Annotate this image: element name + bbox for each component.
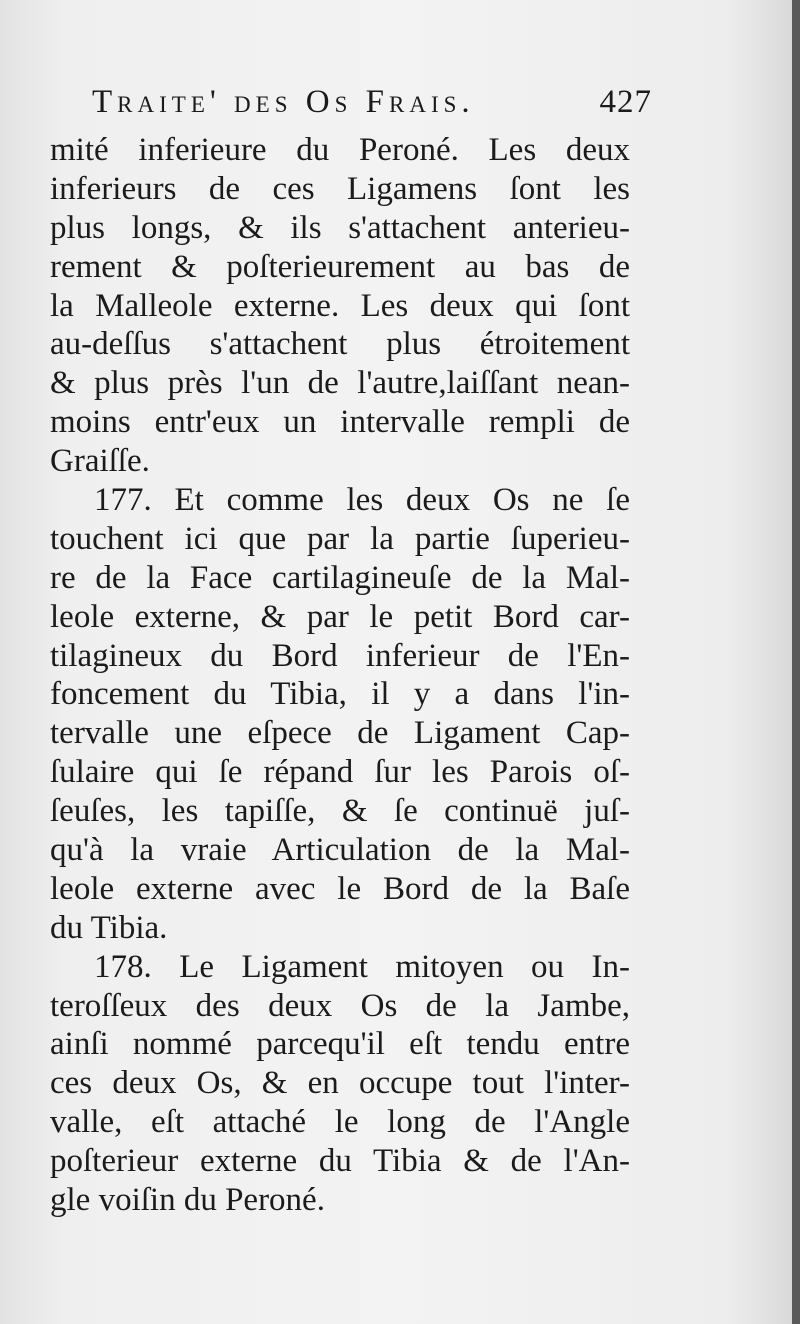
text-line: 177. Et comme les deux Os ne ſe [94, 482, 630, 519]
text-line: valle, eſt attaché le long de l'Angle [50, 1104, 630, 1141]
text-line: ſulaire qui ſe répand ſur les Parois oſ- [50, 754, 630, 791]
text-line: leole externe, & par le petit Bord car- [50, 598, 630, 635]
text-line: leole externe avec le Bord de la Baſe [50, 870, 630, 907]
text-line: ces deux Os, & en occupe tout l'inter- [50, 1065, 630, 1102]
text-line: 178. Le Ligament mitoyen ou In- [94, 948, 630, 985]
text-line: plus longs, & ils s'attachent anterieu- [50, 209, 630, 246]
page-edge-shadow [792, 0, 800, 1324]
text-line: Graiſſe. [50, 443, 150, 480]
text-line: du Tibia. [50, 909, 168, 946]
text-line: inferieurs de ces Ligamens ſont les [50, 170, 630, 207]
text-line: ſeuſes, les tapiſſe, & ſe continuë juſ- [50, 793, 630, 830]
text-line: foncement du Tibia, il y a dans l'in- [50, 676, 630, 713]
text-line: moins entr'eux un intervalle rempli de [50, 404, 630, 441]
page-number: 427 [599, 84, 652, 120]
text-line: teroſſeux des deux Os de la Jambe, [50, 987, 630, 1024]
text-line: gle voiſin du Peroné. [50, 1182, 325, 1219]
page-header [92, 82, 652, 132]
text-line: rement & poſterieurement au bas de [50, 248, 630, 285]
text-line: touchent ici que par la partie ſuperieu- [50, 520, 630, 557]
running-title: Traite' des Os Frais. [92, 84, 475, 120]
text-line: ainſi nommé parcequ'il eſt tendu entre [50, 1026, 630, 1063]
text-line: au-deſſus s'attachent plus étroitement [50, 326, 630, 363]
text-line: tilagineux du Bord inferieur de l'En- [50, 637, 630, 674]
text-line: tervalle une eſpece de Ligament Cap- [50, 715, 630, 752]
text-line: mité inferieure du Peroné. Les deux [50, 132, 630, 168]
text-line: la Malleole externe. Les deux qui ſont [50, 287, 630, 324]
text-line: & plus près l'un de l'autre,laiſſant nean- [50, 365, 630, 402]
text-line: re de la Face cartilagineuſe de la Mal- [50, 559, 630, 596]
body-text [50, 131, 630, 1220]
text-line: poſterieur externe du Tibia & de l'An- [50, 1143, 630, 1180]
text-line: qu'à la vraie Articulation de la Mal- [50, 832, 630, 869]
